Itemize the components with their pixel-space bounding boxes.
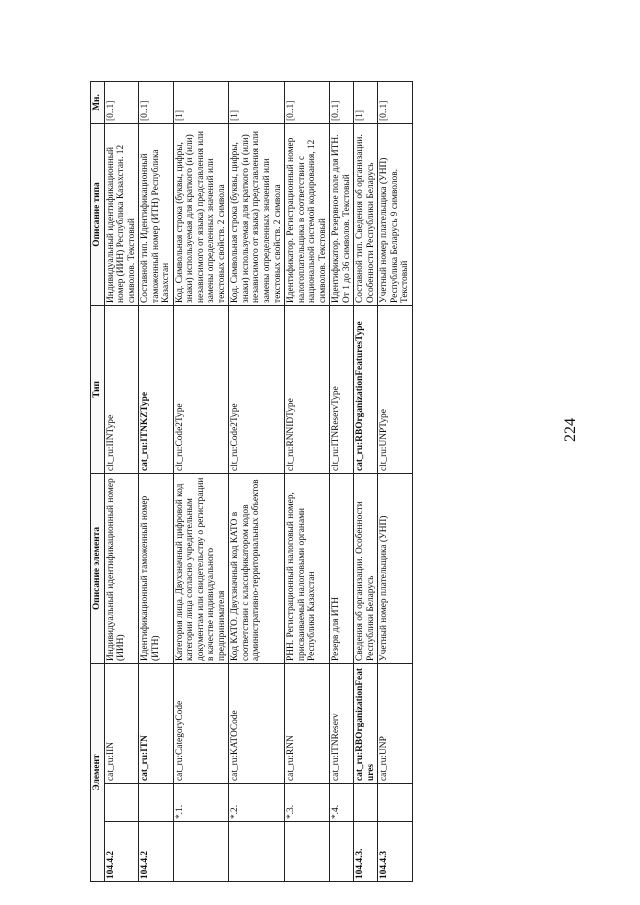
spec-table-container (90, 82, 560, 882)
row-element-desc: Учетный номер плательщика (УНП) (378, 473, 413, 663)
row-type-desc: Учетный номер плательщика (УНП) Республика Беларусь 9 символов. Текстовый (378, 123, 413, 305)
row-type-desc: Составной тип. Идентификационный таможенный номер (ИТН) Республика Казахстан (139, 123, 174, 305)
row-mult: [0..1] (330, 81, 354, 123)
header-element-desc: Описание элемента (91, 473, 105, 663)
row-type: clt_ru:ITNReservType (330, 305, 354, 473)
row-element: cat_ru:ITNReserv (330, 663, 354, 783)
row-element: cat_ru:RNN (285, 663, 330, 783)
page-number: 224 (562, 418, 579, 442)
row-type: clt_ru:IINType (104, 305, 139, 473)
row-type: clt_ru:UNPType (378, 305, 413, 473)
row-type-desc: Код. Символьная строка (буквы, цифры, знаки) используемая для краткого (и (или) независимого от языка) представления или замены определенных значений или текстовых свойств. 2 символа (229, 123, 285, 305)
table-row (104, 81, 139, 881)
spec-table (90, 81, 413, 882)
row-element: cat_ru:IIN (104, 663, 139, 783)
row-element: cat_ru:UNP (378, 663, 413, 783)
row-type-desc: Составной тип. Сведения об организации. Особенности Республики Беларусь (354, 123, 378, 305)
row-element-desc: Сведения об организации. Особенности Республики Беларусь (354, 473, 378, 663)
row-type: clt_ru:Code2Type (173, 305, 229, 473)
row-number: 104.4.2 (104, 822, 139, 882)
header-type: Тип (91, 305, 105, 473)
header-element: Элемент (91, 663, 105, 881)
row-subnumber: *.3. (285, 784, 330, 822)
row-number: 104.4.3. (354, 822, 378, 882)
row-type-desc: Идентификатор. Резервное поле для ИТН. От 1 до 36 символов. Текстовый (330, 123, 354, 305)
row-type: cat_ru:RBOrganizationFeaturesType (354, 305, 378, 473)
row-element: cat_ru:RBOrganizationFeatures (354, 663, 378, 783)
row-type: clt_ru:Code2Type (229, 305, 285, 473)
table-row (285, 81, 330, 881)
row-mult: [0..1] (104, 81, 139, 123)
row-subnumber (139, 784, 174, 822)
table-body (104, 81, 412, 881)
row-subnumber: *.4. (330, 784, 354, 822)
row-mult: [1] (229, 81, 285, 123)
table-row (378, 81, 413, 881)
row-number (173, 822, 229, 882)
row-number: 104.4.2 (139, 822, 174, 882)
row-type: clt_ru:RNNIDType (285, 305, 330, 473)
row-type-desc: Код. Символьная строка (буквы, цифры, знаки) используемая для краткого (и (или) независимого от языка) представления или замены определенных значений или текстовых свойств. 2 символа (173, 123, 229, 305)
table-row (139, 81, 174, 881)
row-subnumber (104, 784, 139, 822)
row-number: 104.4.3 (378, 822, 413, 882)
row-element-desc: Индивидуальный идентификационный номер (ИИН) (104, 473, 139, 663)
row-element-desc: Резерв для ИТН (330, 473, 354, 663)
table-row (354, 81, 378, 881)
row-element: cat_ru:CategoryCode (173, 663, 229, 783)
row-number (330, 822, 354, 882)
row-element: cat_ru:ITN (139, 663, 174, 783)
row-number (285, 822, 330, 882)
header-type-desc: Описание типа (91, 123, 105, 305)
row-number (229, 822, 285, 882)
row-element-desc: РНН. Регистрационный налоговый номер, присваиваемый налоговыми органами Республики Казахстан (285, 473, 330, 663)
header-mult: Мн. (91, 81, 105, 123)
row-mult: [0..1] (285, 81, 330, 123)
row-element: cat_ru:KATOCode (229, 663, 285, 783)
row-mult: [1] (173, 81, 229, 123)
row-type-desc: Индивидуальный идентификационный номер (ИИН) Республика Казахстан. 12 символов. Текстовый (104, 123, 139, 305)
row-mult: [0..1] (139, 81, 174, 123)
row-subnumber (354, 784, 378, 822)
table-row (330, 81, 354, 881)
row-element-desc: Категория лица. Двухзначный цифровой код категории лица согласно учредительным документам или свидетельству о регистрации в качестве индивидуального предпринимателя (173, 473, 229, 663)
row-mult: [1] (354, 81, 378, 123)
row-type: cat_ru:ITNKZType (139, 305, 174, 473)
table-row (173, 81, 229, 881)
row-element-desc: Идентификационный таможенный номер (ИТН) (139, 473, 174, 663)
row-subnumber: *.1. (173, 784, 229, 822)
row-subnumber: *.2. (229, 784, 285, 822)
row-element-desc: Код КАТО. Двухзначный код КАТО в соответствии с классификатором кодов административно-территориальных объектов (229, 473, 285, 663)
row-type-desc: Идентификатор. Регистрационный номер налогоплательщика в соответствии с национальной системой кодирования, 12 символов. Текстовый (285, 123, 330, 305)
table-row (229, 81, 285, 881)
row-mult: [0..1] (378, 81, 413, 123)
row-subnumber (378, 784, 413, 822)
table-header-row (91, 81, 105, 881)
